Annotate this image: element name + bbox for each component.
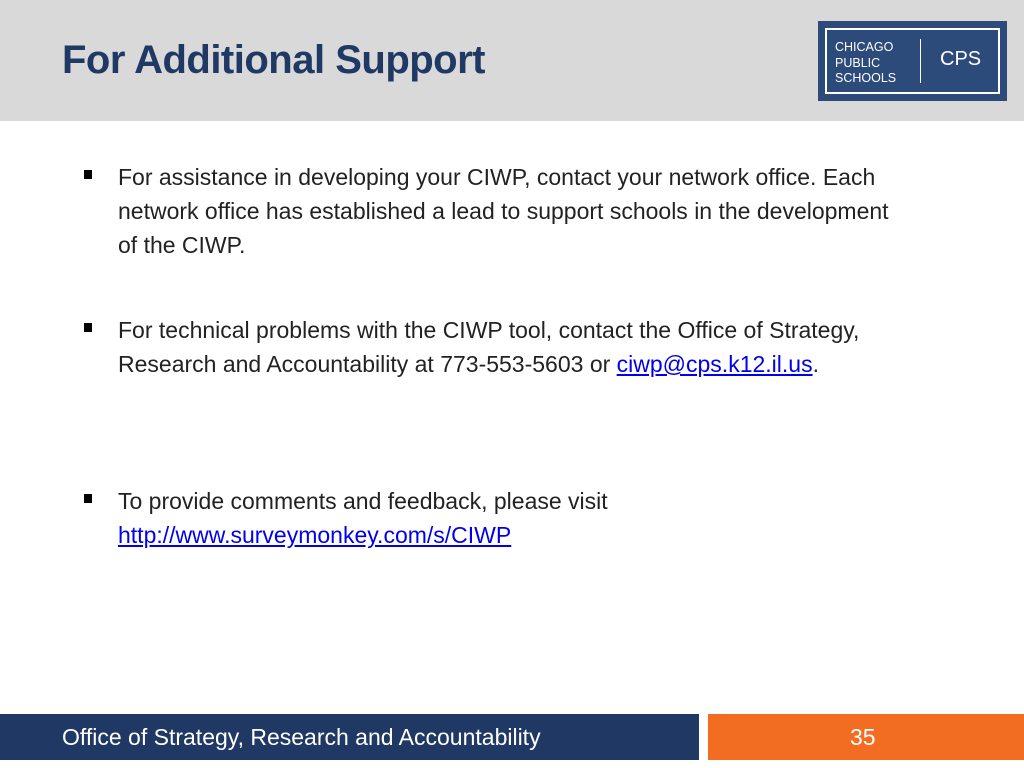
bullet-text — [118, 484, 908, 552]
bullet-text-part: To provide comments and feedback, please visit — [118, 488, 608, 514]
survey-link[interactable]: http://www.surveymonkey.com/s/CIWP — [118, 522, 512, 548]
bullet-square-icon — [84, 170, 92, 179]
page-number: 35 — [850, 724, 876, 750]
logo-line: CHICAGO — [835, 40, 894, 54]
footer-office-bar — [0, 714, 699, 760]
page-title: For Additional Support — [62, 38, 486, 82]
bullet-text-part: For technical problems with the CIWP tool, contact the Office of Strategy, Research and Accountability at 773-553-5603 or — [118, 317, 860, 377]
logo-line: PUBLIC — [835, 55, 881, 70]
footer-office-name: Office of Strategy, Research and Accountability — [62, 724, 541, 750]
email-link[interactable]: ciwp@cps.k12.il.us — [616, 351, 813, 377]
bullet-text — [118, 313, 908, 381]
bullet-square-icon — [84, 494, 92, 503]
bullet-square-icon — [84, 323, 92, 332]
bullet-text: For assistance in developing your CIWP, contact your network office. Each network office has established a lead to support schools in the development of the CIWP. — [118, 164, 889, 258]
footer-page-bar — [708, 714, 1024, 760]
bullet-text-part: . — [812, 351, 819, 377]
logo-line: SCHOOLS — [835, 71, 897, 85]
logo-abbreviation: CPS — [940, 48, 982, 70]
